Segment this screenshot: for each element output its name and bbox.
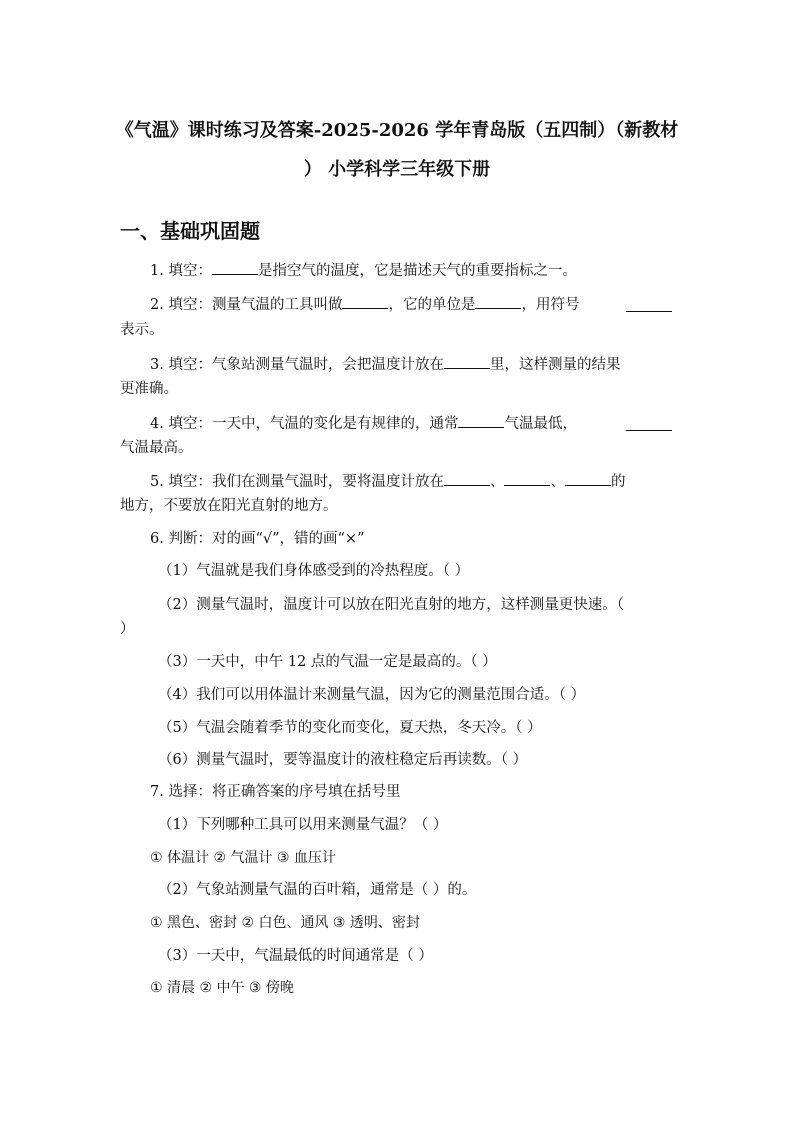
- document-title-line-1: 《气温》课时练习及答案-2025-2026 学年青岛版（五四制）（新教材: [115, 120, 679, 141]
- judge-item-2-continued: ）: [120, 621, 135, 637]
- document-title-line-2: ） 小学科学三年级下册: [303, 159, 491, 180]
- answer-blank[interactable]: [212, 259, 258, 275]
- question-5-continued: 地方，不要放在阳光直射的地方。: [120, 498, 338, 514]
- answer-blank[interactable]: [458, 412, 504, 428]
- answer-blank[interactable]: [504, 470, 550, 486]
- question-3: 3. 填空：气象站测量气温时，会把温度计放在 里，这样测量的结果: [150, 353, 620, 375]
- answer-blank[interactable]: [444, 353, 490, 369]
- judge-item-5: （5）气温会随着季节的变化而变化，夏天热，冬天冷。（ ）: [158, 720, 542, 736]
- section-heading: 一、基础巩固题: [120, 219, 260, 243]
- choice-options-3: ① 清晨 ② 中午 ③ 傍晚: [150, 980, 294, 996]
- answer-blank[interactable]: [565, 470, 611, 486]
- answer-blank[interactable]: [626, 415, 672, 431]
- choice-question-3: （3）一天中，气温最低的时间通常是（ ）: [158, 948, 433, 964]
- judge-item-3: （3）一天中，中午 12 点的气温一定是最高的。（ ）: [158, 654, 497, 670]
- question-2-continued: 表示。: [120, 322, 164, 338]
- choice-options-2: ① 黑色、密封 ② 白色、通风 ③ 透明、密封: [150, 915, 420, 931]
- answer-blank[interactable]: [342, 293, 388, 309]
- answer-blank[interactable]: [444, 470, 490, 486]
- judge-item-1: （1）气温就是我们身体感受到的冷热程度。（ ）: [158, 563, 470, 579]
- question-7-stem: 7. 选择：将正确答案的序号填在括号里: [150, 784, 401, 800]
- question-4: 4. 填空：一天中，气温的变化是有规律的，通常 气温最低，: [150, 412, 577, 434]
- judge-item-2: （2）测量气温时，温度计可以放在阳光直射的地方，这样测量更快速。（: [158, 597, 624, 613]
- question-2: 2. 填空：测量气温的工具叫做 ，它的单位是 ，用符号: [150, 293, 579, 315]
- question-5: 5. 填空：我们在测量气温时，要将温度计放在 、 、 的: [150, 470, 625, 492]
- choice-question-1: （1）下列哪种工具可以用来测量气温？（ ）: [158, 817, 448, 833]
- question-4-continued: 气温最高。: [120, 440, 193, 456]
- choice-question-2: （2）气象站测量气温的百叶箱，通常是（ ）的。: [158, 882, 477, 898]
- judge-item-6: （6）测量气温时，要等温度计的液柱稳定后再读数。（ ）: [158, 752, 528, 768]
- question-1: 1. 填空： 是指空气的温度，它是描述天气的重要指标之一。: [150, 259, 577, 281]
- answer-blank[interactable]: [626, 296, 672, 312]
- question-6-stem: 6. 判断：对的画“√”，错的画“×”: [150, 531, 365, 547]
- question-3-continued: 更准确。: [120, 381, 178, 397]
- choice-options-1: ① 体温计 ② 气温计 ③ 血压计: [150, 850, 336, 866]
- answer-blank[interactable]: [475, 293, 521, 309]
- judge-item-4: （4）我们可以用体温计来测量气温，因为它的测量范围合适。（ ）: [158, 687, 586, 703]
